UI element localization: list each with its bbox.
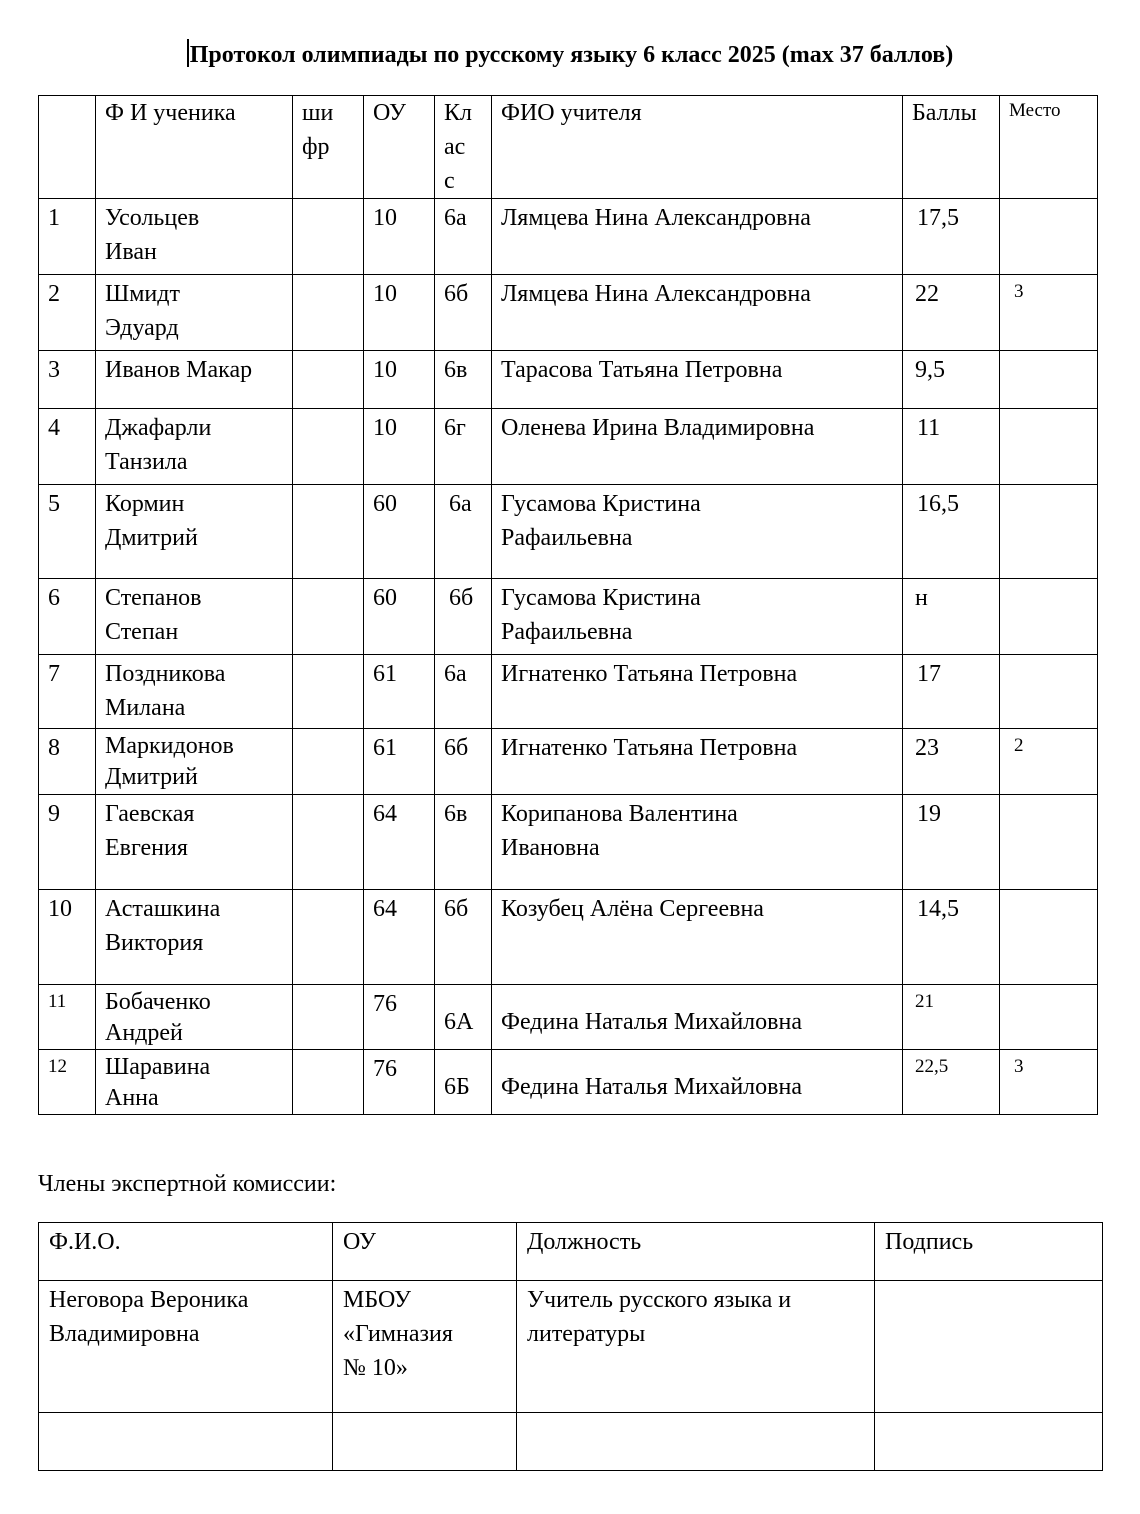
row-cipher: [293, 351, 364, 409]
teacher-line: Тарасова Татьяна Петровна: [501, 357, 783, 383]
header-class: [435, 96, 492, 199]
row-place: [1000, 409, 1098, 485]
commission-header-signature: Подпись: [875, 1223, 1103, 1281]
row-cipher: [293, 409, 364, 485]
row-teacher: [492, 275, 903, 351]
table-row: [39, 485, 1098, 579]
teacher-line: Ивановна: [501, 835, 600, 861]
header-school: ОУ: [364, 96, 435, 199]
results-table: [38, 95, 1098, 1115]
row-school: 10: [364, 409, 435, 485]
row-student: [96, 351, 293, 409]
row-class: 6а: [435, 199, 492, 275]
table-row: [39, 1050, 1098, 1115]
header-cipher: [293, 96, 364, 199]
row-place: 3: [1000, 1050, 1098, 1115]
teacher-line: Лямцева Нина Александровна: [501, 281, 811, 307]
row-score: н: [903, 579, 1000, 655]
row-cipher: [293, 1050, 364, 1115]
text-cursor: [187, 39, 189, 67]
student-line: Джафарли: [105, 415, 212, 441]
row-num: 9: [39, 795, 96, 890]
row-place: [1000, 579, 1098, 655]
row-place: [1000, 351, 1098, 409]
student-line: Гаевская: [105, 801, 195, 827]
row-score: 14,5: [903, 890, 1000, 985]
row-num: 12: [39, 1050, 96, 1115]
row-class: 6в: [435, 795, 492, 890]
header-teacher: ФИО учителя: [492, 96, 903, 199]
header-num: [39, 96, 96, 199]
student-line: Шмидт: [105, 281, 180, 307]
row-school: 76: [364, 1050, 435, 1115]
teacher-line: Рафаильевна: [501, 619, 633, 645]
table-row: [39, 890, 1098, 985]
member-position-line: литературы: [527, 1321, 646, 1347]
row-class: 6г: [435, 409, 492, 485]
row-place: [1000, 655, 1098, 729]
student-line: Маркидонов: [105, 733, 234, 759]
table-row: [39, 655, 1098, 729]
member-school-line: «Гимназия: [343, 1321, 453, 1347]
document-title: [0, 38, 1140, 72]
row-num: 1: [39, 199, 96, 275]
row-cipher: [293, 275, 364, 351]
commission-table: [38, 1222, 1103, 1471]
row-score: 17: [903, 655, 1000, 729]
table-row: [39, 409, 1098, 485]
row-school: 64: [364, 890, 435, 985]
row-school: 60: [364, 579, 435, 655]
member-position: [517, 1281, 875, 1413]
row-num: 4: [39, 409, 96, 485]
teacher-line: Игнатенко Татьяна Петровна: [501, 661, 798, 687]
row-score: 22,5: [903, 1050, 1000, 1115]
row-school: 10: [364, 351, 435, 409]
row-teacher: [492, 351, 903, 409]
row-num: 5: [39, 485, 96, 579]
row-school: 60: [364, 485, 435, 579]
row-cipher: [293, 485, 364, 579]
header-cipher-line: фр: [302, 134, 330, 160]
row-cipher: [293, 199, 364, 275]
student-line: Иванов Макар: [105, 357, 253, 383]
row-teacher: [492, 985, 903, 1050]
row-student: [96, 409, 293, 485]
table-row: [39, 985, 1098, 1050]
commission-row: [39, 1281, 1103, 1413]
student-line: Шаравина: [105, 1054, 211, 1080]
member-name-line: Владимировна: [49, 1321, 200, 1347]
row-num: 8: [39, 729, 96, 795]
row-place: [1000, 485, 1098, 579]
row-score: 17,5: [903, 199, 1000, 275]
row-score: 22: [903, 275, 1000, 351]
row-school: 61: [364, 655, 435, 729]
row-class: 6б: [435, 729, 492, 795]
table-row: [39, 795, 1098, 890]
student-line: Степанов: [105, 585, 202, 611]
student-line: Бобаченко: [105, 989, 211, 1015]
teacher-line: Козубец Алёна Сергеевна: [501, 896, 764, 922]
row-score: 23: [903, 729, 1000, 795]
row-score: 21: [903, 985, 1000, 1050]
teacher-line: Оленева Ирина Владимировна: [501, 415, 815, 441]
commission-header-row: [39, 1223, 1103, 1281]
teacher-line: Лямцева Нина Александровна: [501, 205, 811, 231]
member-school: [333, 1281, 517, 1413]
row-school: 64: [364, 795, 435, 890]
row-class: 6б: [435, 579, 492, 655]
row-num: 7: [39, 655, 96, 729]
member-school-line: № 10»: [343, 1355, 408, 1381]
student-line: Виктория: [105, 930, 204, 956]
student-line: Анна: [105, 1085, 159, 1111]
row-num: 10: [39, 890, 96, 985]
row-teacher: [492, 795, 903, 890]
row-score: 9,5: [903, 351, 1000, 409]
row-place: [1000, 985, 1098, 1050]
row-num: 3: [39, 351, 96, 409]
row-class: 6в: [435, 351, 492, 409]
member-school-line: МБОУ: [343, 1287, 411, 1313]
row-class: 6Б: [435, 1050, 492, 1115]
row-teacher: [492, 579, 903, 655]
row-cipher: [293, 655, 364, 729]
table-row: [39, 275, 1098, 351]
row-place: 2: [1000, 729, 1098, 795]
table-row: [39, 729, 1098, 795]
member-signature: [875, 1281, 1103, 1413]
row-place: [1000, 795, 1098, 890]
row-student: [96, 485, 293, 579]
row-teacher: [492, 199, 903, 275]
row-student: [96, 890, 293, 985]
commission-header-position: Должность: [517, 1223, 875, 1281]
row-school: 61: [364, 729, 435, 795]
teacher-line: Федина Наталья Михайловна: [501, 1074, 802, 1100]
row-teacher: [492, 655, 903, 729]
header-score: Баллы: [903, 96, 1000, 199]
student-line: Евгения: [105, 835, 188, 861]
member-school: [333, 1413, 517, 1471]
row-student: [96, 1050, 293, 1115]
commission-label: Члены экспертной комиссии:: [38, 1171, 337, 1197]
student-line: Дмитрий: [105, 525, 198, 551]
table-row: [39, 351, 1098, 409]
teacher-line: Рафаильевна: [501, 525, 633, 551]
table-row: [39, 199, 1098, 275]
member-signature: [875, 1413, 1103, 1471]
row-school: 10: [364, 275, 435, 351]
student-line: Асташкина: [105, 896, 221, 922]
member-position-line: Учитель русского языка и: [527, 1287, 792, 1313]
member-name: [39, 1281, 333, 1413]
row-score: 11: [903, 409, 1000, 485]
student-line: Дмитрий: [105, 764, 198, 790]
member-name-line: Неговора Вероника: [49, 1287, 249, 1313]
student-line: Поздникова: [105, 661, 226, 687]
row-place: [1000, 199, 1098, 275]
row-school: 10: [364, 199, 435, 275]
row-teacher: [492, 890, 903, 985]
teacher-line: Гусамова Кристина: [501, 585, 701, 611]
student-line: Степан: [105, 619, 179, 645]
row-place: 3: [1000, 275, 1098, 351]
row-class: 6А: [435, 985, 492, 1050]
row-cipher: [293, 729, 364, 795]
row-teacher: [492, 1050, 903, 1115]
results-header-row: [39, 96, 1098, 199]
student-line: Милана: [105, 695, 186, 721]
student-line: Кормин: [105, 491, 185, 517]
row-class: 6б: [435, 890, 492, 985]
row-num: 6: [39, 579, 96, 655]
teacher-line: Игнатенко Татьяна Петровна: [501, 735, 798, 761]
row-student: [96, 199, 293, 275]
row-score: 16,5: [903, 485, 1000, 579]
commission-row: [39, 1413, 1103, 1471]
student-line: Эдуард: [105, 315, 179, 341]
row-score: 19: [903, 795, 1000, 890]
table-row: [39, 579, 1098, 655]
row-cipher: [293, 579, 364, 655]
row-student: [96, 579, 293, 655]
row-class: 6а: [435, 485, 492, 579]
member-position: [517, 1413, 875, 1471]
row-student: [96, 655, 293, 729]
document-title-text: Протокол олимпиады по русскому языку 6 класс 2025 (max 37 баллов): [189, 42, 954, 68]
header-place: Место: [1000, 96, 1098, 199]
row-num: 2: [39, 275, 96, 351]
header-class-line: с: [444, 168, 455, 194]
row-teacher: [492, 409, 903, 485]
row-cipher: [293, 985, 364, 1050]
row-cipher: [293, 890, 364, 985]
row-school: 76: [364, 985, 435, 1050]
row-student: [96, 275, 293, 351]
row-num: 11: [39, 985, 96, 1050]
commission-header-school: ОУ: [333, 1223, 517, 1281]
row-teacher: [492, 485, 903, 579]
row-teacher: [492, 729, 903, 795]
student-line: Андрей: [105, 1020, 183, 1046]
teacher-line: Корипанова Валентина: [501, 801, 738, 827]
teacher-line: Гусамова Кристина: [501, 491, 701, 517]
student-line: Иван: [105, 239, 157, 265]
header-cipher-line: ши: [302, 100, 334, 126]
commission-header-name: Ф.И.О.: [39, 1223, 333, 1281]
header-student: Ф И ученика: [96, 96, 293, 199]
row-student: [96, 729, 293, 795]
header-class-line: Кл: [444, 100, 472, 126]
member-name: [39, 1413, 333, 1471]
row-class: 6б: [435, 275, 492, 351]
row-student: [96, 795, 293, 890]
row-class: 6а: [435, 655, 492, 729]
header-class-line: ас: [444, 134, 466, 160]
row-student: [96, 985, 293, 1050]
student-line: Танзила: [105, 449, 188, 475]
teacher-line: Федина Наталья Михайловна: [501, 1009, 802, 1035]
student-line: Усольцев: [105, 205, 200, 231]
row-cipher: [293, 795, 364, 890]
row-place: [1000, 890, 1098, 985]
